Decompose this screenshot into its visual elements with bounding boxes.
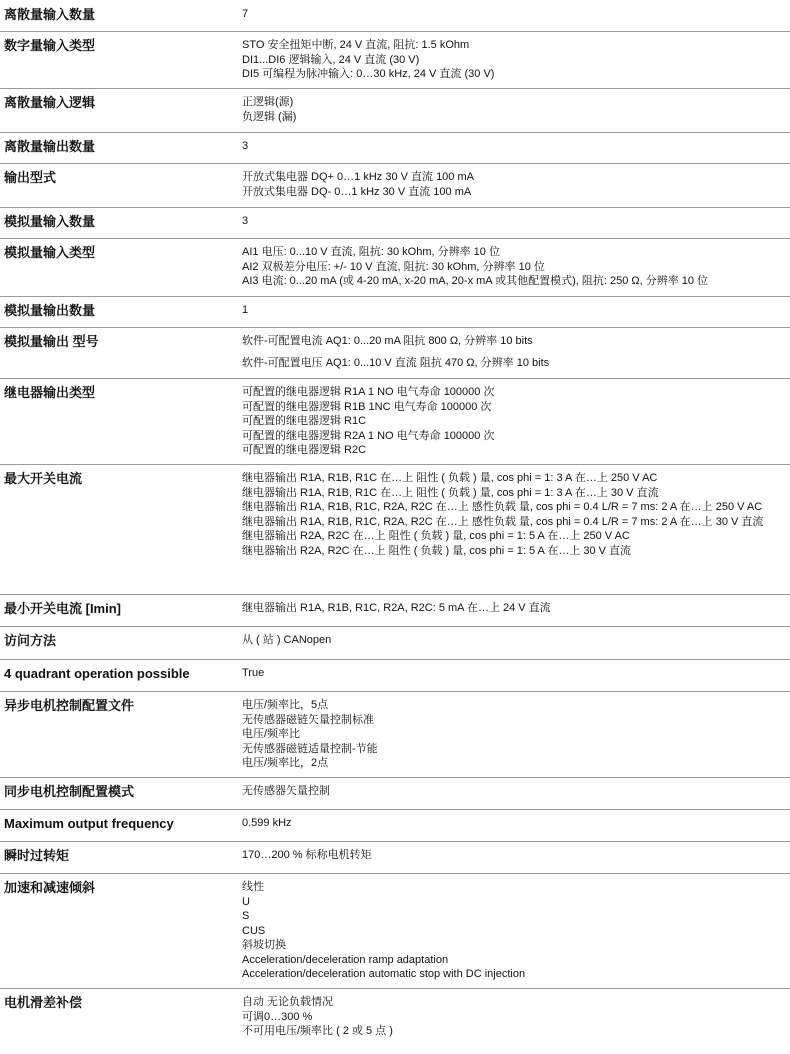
value-line: 可调0…300 % [242,1010,313,1023]
table-row [0,810,790,842]
value-line: 无传感器磁链适量控制-节能 [242,742,378,755]
value-line: STO 安全扭矩中断, 24 V 直流, 阻抗: 1.5 kOhm [242,39,470,51]
value-line: 继电器输出 R1A, R1B, R1C 在…上 阻性 ( 负载 ) 量, cos phi = 1: 3 A 在…上 250 V AC [242,472,658,484]
value-line: CUS [242,924,266,937]
row-label: 异步电机控制配置文件 [0,692,234,778]
table-row [0,778,790,810]
value-line: 电压/频率比，5点 [242,699,329,711]
value-line: 软件-可配置电流 AQ1: 0...20 mA 阻抗 800 Ω, 分辨率 10 bits [242,335,533,347]
row-label: 输出型式 [0,164,234,208]
row-label: 加速和减速倾斜 [0,874,234,989]
value-line: DI1...DI6 逻辑输入, 24 V 直流 (30 V) [242,53,420,66]
row-value [234,810,790,842]
row-label: 访问方法 [0,627,234,660]
row-value [234,660,790,692]
value-line: 继电器输出 R2A, R2C 在…上 阻性 ( 负载 ) 量, cos phi = 1: 5 A 在…上 30 V 直流 [242,544,632,557]
table-row [0,989,790,1039]
row-value [234,692,790,778]
row-label: 最大开关电流 [0,465,234,595]
value-line: Acceleration/deceleration automatic stop with DC injection [242,968,526,980]
value-line: 正逻辑(源) [242,96,294,108]
value-line: 继电器输出 R1A, R1B, R1C, R2A, R2C 在…上 感性负载 量, cos phi = 0.4 L/R = 7 ms: 2 A 在…上 30 V 直流 [242,515,764,528]
row-label: 离散量输入数量 [0,1,234,32]
table-row [0,692,790,778]
value-line: 线性 [242,881,264,893]
row-value [234,842,790,874]
table-row [0,874,790,989]
value-line: S [242,910,250,922]
row-label: 离散量输入逻辑 [0,89,234,133]
row-label: Maximum output frequency [0,810,234,842]
row-label: 模拟量输出数量 [0,297,234,328]
value-line: 电压/频率比，2点 [242,757,329,769]
value-line: 1 [242,304,249,316]
row-value [234,465,790,595]
table-row [0,379,790,465]
row-value [234,239,790,297]
value-line: True [242,667,265,679]
row-value [234,627,790,660]
row-label: 瞬时过转矩 [0,842,234,874]
table-row [0,627,790,660]
value-line: 0.599 kHz [242,817,292,829]
value-line: 负逻辑 (漏) [242,110,297,123]
value-line: 继电器输出 R1A, R1B, R1C 在…上 阻性 ( 负载 ) 量, cos phi = 1: 3 A 在…上 30 V 直流 [242,486,659,499]
value-line: 电压/频率比 [242,728,301,740]
value-line: 7 [242,8,249,20]
value-line: AI3 电流: 0...20 mA (或 4-20 mA, x-20 mA, 20-x mA 或其他配置模式), 阻抗: 250 Ω, 分辨率 10 位 [242,275,709,287]
row-value [234,595,790,627]
value-line: 可配置的继电器逻辑 R1A 1 NO 电气寿命 100000 次 [242,386,495,398]
value-line: 3 [242,140,249,152]
row-label: 电机滑差补偿 [4,995,83,1010]
row-value [234,874,790,989]
row-value [234,989,790,1039]
value-line: 继电器输出 R1A, R1B, R1C, R2A, R2C: 5 mA 在…上 24 V 直流 [242,602,551,614]
value-line: 斜坡切换 [242,939,286,951]
value-line: Acceleration/deceleration ramp adaptation [242,953,449,966]
value-line: 170…200 % 标称电机转矩 [242,849,372,861]
value-line: AI1 电压: 0...10 V 直流, 阻抗: 30 kOhm, 分辨率 10 位 [242,246,500,258]
table-row [0,164,790,208]
value-line: 继电器输出 R2A, R2C 在…上 阻性 ( 负载 ) 量, cos phi = 1: 5 A 在…上 250 V AC [242,530,630,542]
table-row [0,660,790,692]
value-line: 可配置的继电器逻辑 R1C [242,415,367,427]
table-row [0,133,790,164]
row-value [234,778,790,810]
table-row [0,208,790,239]
row-label: 模拟量输入数量 [0,208,234,239]
value-line: 3 [242,215,249,227]
table-row [0,842,790,874]
row-value [234,1,790,32]
value-line: 软件-可配置电压 AQ1: 0...10 V 直流 阻抗 470 Ω, 分辨率 10 bits [242,356,550,369]
table-row [0,89,790,133]
row-value [234,379,790,465]
row-label: 离散量输出数量 [0,133,234,164]
row-value [234,208,790,239]
value-line: DI5 可编程为脉冲输入: 0…30 kHz, 24 V 直流 (30 V) [242,68,495,80]
table-row [0,297,790,328]
table-row [0,465,790,595]
value-line: 继电器输出 R1A, R1B, R1C, R2A, R2C 在…上 感性负载 量, cos phi = 0.4 L/R = 7 ms: 2 A 在…上 250 V AC [242,501,763,513]
value-line: 自动 无论负载情况 [242,996,334,1008]
value-line: 开放式集电器 DQ+ 0…1 kHz 30 V 直流 100 mA [242,171,474,183]
table-row [0,239,790,297]
value-line: U [242,895,250,908]
value-line: 可配置的继电器逻辑 R2C [242,444,367,456]
table-row [0,1,790,32]
row-label: 继电器输出类型 [0,379,234,465]
value-line: AI2 双极差分电压: +/- 10 V 直流, 阻抗: 30 kOhm, 分辨率 10 位 [242,260,545,273]
row-label: 最小开关电流 [Imin] [0,595,234,627]
row-value [234,164,790,208]
value-line: 不可用电压/频率比 ( 2 或 5 点 ) [242,1025,393,1037]
value-line: 可配置的继电器逻辑 R2A 1 NO 电气寿命 100000 次 [242,429,495,442]
value-line: 开放式集电器 DQ- 0…1 kHz 30 V 直流 100 mA [242,185,472,198]
value-line: 无传感器矢量控制 [242,785,330,797]
value-line: 无传感器磁链矢量控制标准 [242,713,374,726]
row-label: 同步电机控制配置模式 [0,778,234,810]
row-value [234,133,790,164]
table-row [0,328,790,379]
row-value [234,328,790,379]
table-row [0,32,790,89]
row-label: 数字量输入类型 [0,32,234,89]
row-value [234,297,790,328]
row-label: 模拟量输入类型 [0,239,234,297]
row-value [234,32,790,89]
row-label: 4 quadrant operation possible [0,660,234,692]
row-label: 模拟量输出 型号 [0,328,234,379]
value-line: 从 ( 站 ) CANopen [242,634,332,646]
value-line: 可配置的继电器逻辑 R1B 1NC 电气寿命 100000 次 [242,400,492,413]
table-row [0,595,790,627]
row-value [234,89,790,133]
